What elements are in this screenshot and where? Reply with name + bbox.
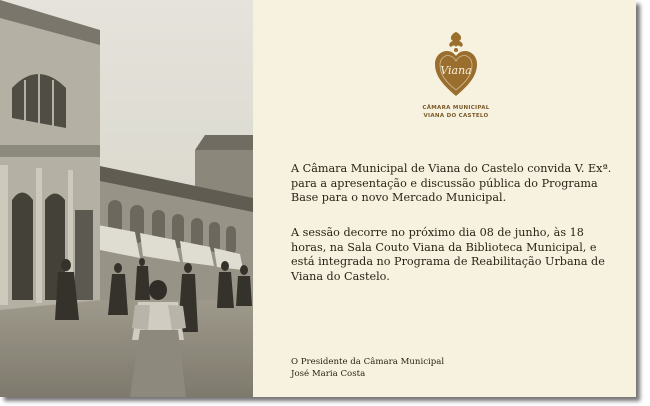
logo-caption-line1: CÂMARA MUNICIPAL — [422, 105, 490, 111]
municipal-logo — [416, 30, 496, 120]
signature-name: José Maria Costa — [291, 369, 366, 379]
invitation-paragraph-2: A sessão decorre no próximo dia 08 de junho, às 18 horas, na Sala Couto Viana da Biblioteca Municipal, e está integrada no Programa de Reabilitação Urbana de Viana do Castelo. — [291, 226, 605, 283]
signature-block — [291, 356, 444, 380]
logo-wordmark: Viana — [440, 64, 472, 77]
historic-market-photo — [0, 0, 253, 397]
signature-title: O Presidente da Câmara Municipal — [291, 357, 445, 367]
heart-emblem-icon — [433, 30, 479, 98]
logo-caption-line2: VIANA DO CASTELO — [423, 113, 489, 119]
logo-caption — [416, 104, 496, 120]
invitation-paragraph-1: A Câmara Municipal de Viana do Castelo convida V. Exª. para a apresentação e discussão pública do Programa Base para o novo Mercado Municipal. — [291, 162, 612, 205]
